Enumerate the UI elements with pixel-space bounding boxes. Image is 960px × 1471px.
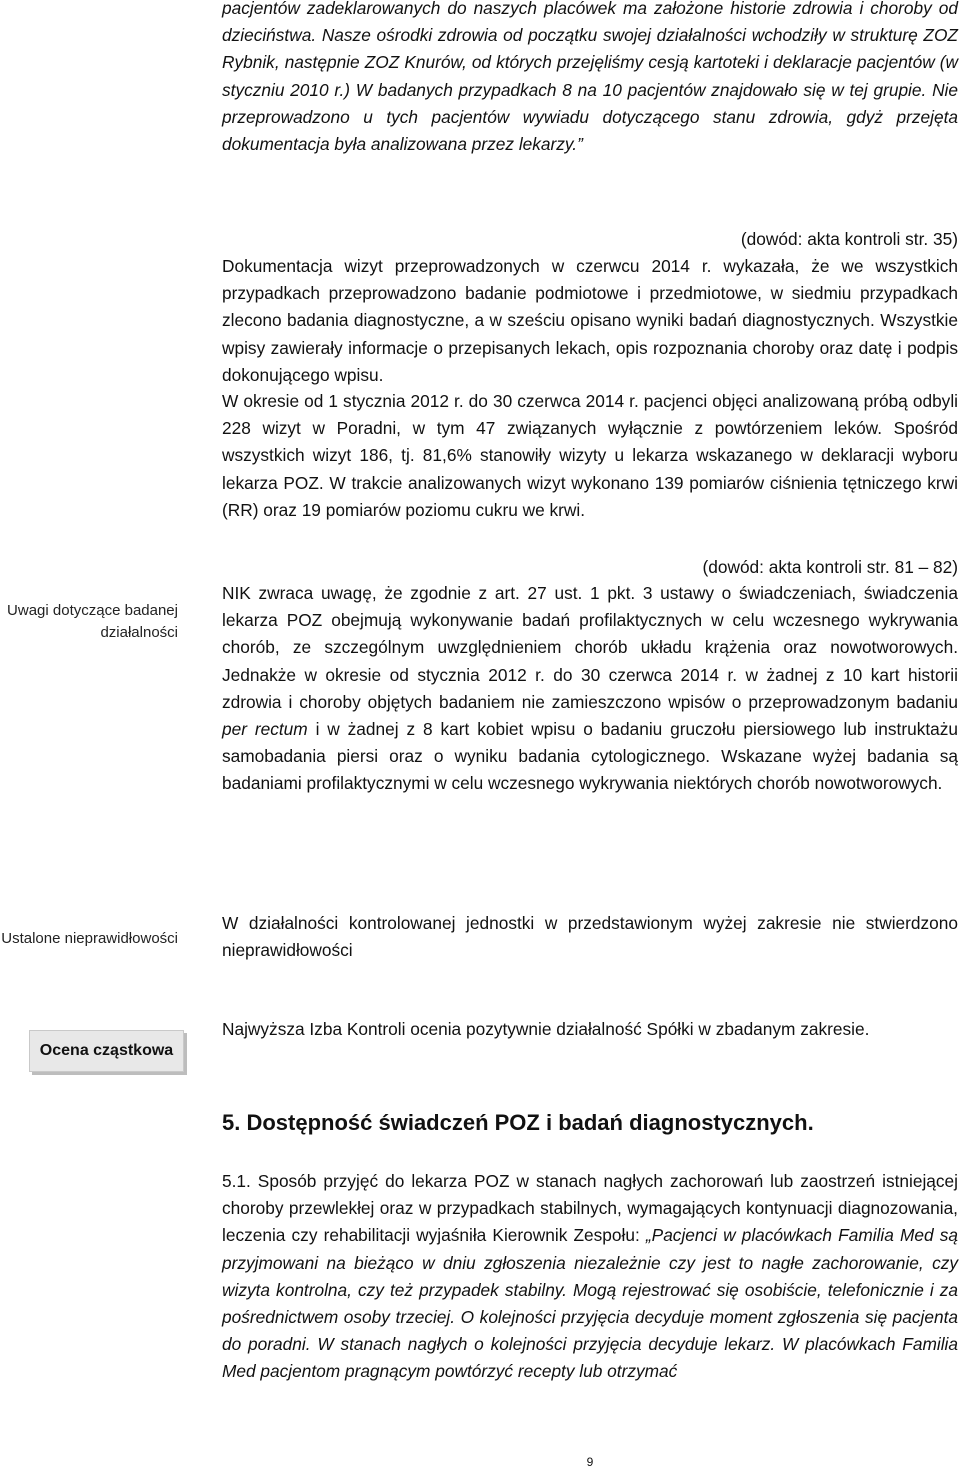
- paragraph-text: Dokumentacja wizyt przeprowadzonych w czerwcu 2014 r. wykazała, że we wszystkich przypadkach przeprowadzono badanie podmiotowe i przedmiotowe, w siedmiu przypadkach zlecono badania diagnostyczne, a w sześciu opisano wyniki badań diagnostycznych. Wszystkie wpisy zawierały informacje o przepisanych lekach, opis rozpoznania choroby oraz datę i podpis dokonującego wpisu.: [222, 256, 958, 385]
- paragraph-text: W działalności kontrolowanej jednostki w przedstawionym wyżej zakresie nie stwierdzono nieprawidłowości: [222, 913, 958, 961]
- side-label-text: Ustalone nieprawidłowości: [1, 930, 178, 947]
- paragraph-visits: [222, 388, 958, 524]
- side-label-remarks: [0, 600, 178, 644]
- side-label-text: Uwagi dotyczące badanej działalności: [7, 602, 178, 641]
- text-run-italic: per rectum: [222, 719, 308, 740]
- section-heading: [222, 1110, 814, 1136]
- side-label-irregularities: [0, 928, 178, 950]
- evidence-text: (dowód: akta kontroli str. 81 – 82): [702, 557, 958, 577]
- paragraph-text: [222, 580, 958, 798]
- heading-text: 5. Dostępność świadczeń POZ i badań diagnostycznych.: [222, 1110, 814, 1135]
- quote-block: [222, 0, 958, 158]
- evidence-note-2: [222, 554, 958, 581]
- paragraph-text: Najwyższa Izba Kontroli ocenia pozytywnie działalność Spółki w zbadanym zakresie.: [222, 1019, 870, 1039]
- paragraph-text: W okresie od 1 stycznia 2012 r. do 30 czerwca 2014 r. pacjenci objęci analizowaną próbą odbyli 228 wizyt w Poradni, w tym 47 związanych wyłącznie z powtórzeniem leków. Spośród wszystkich wizyt 186, tj. 81,6% stanowiły wizyty u lekarza wskazanego w deklaracji wyboru lekarza POZ. W trakcie analizowanych wizyt wykonano 139 pomiarów ciśnienia tętniczego krwi (RR) oraz 19 pomiarów poziomu cukru we krwi.: [222, 391, 958, 520]
- paragraph-documentation: [222, 253, 958, 389]
- paragraph-nik-remarks: [222, 580, 958, 798]
- section-number: 5.1.: [222, 1171, 251, 1191]
- text-run: i w żadnej z 8 kart kobiet wpisu o badaniu gruczołu piersiowego lub instruktażu samobadania piersi oraz o wyniku badania cytologicznego. Wskazane wyżej badania są badaniami profilaktycznymi w celu wczesnego wykrywania niektórych chorób nowotworowych.: [222, 719, 958, 794]
- evidence-note-1: [222, 226, 958, 253]
- text-run: NIK zwraca uwagę, że zgodnie z art. 27 ust. 1 pkt. 3 ustawy o świadczeniach, świadczenia lekarza POZ obejmują wykonywanie badań profilaktycznych w celu wczesnego wykrywania chorób, ze szczególnym uwzględnieniem chorób układu krążenia oraz nowotworowych. Jednakże w okresie od stycznia 2012 r. do 30 czerwca 2014 r. w żadnej z 10 kart historii zdrowia i choroby objętych badaniem nie zamieszczono wpisów o przeprowadzonym badaniu: [222, 583, 958, 712]
- text-run: Sposób przyjęć do lekarza POZ w stanach nagłych zachorowań lub zaostrzeń istniejącej choroby przewlekłej oraz w przypadkach stabilnych, wymagających kontynuacji diagnozowania, leczenia czy rehabilitacji wyjaśniła Kierownik Zespołu:: [222, 1171, 958, 1246]
- paragraph-irregularities: [222, 910, 958, 964]
- quote-text: pacjentów zadeklarowanych do naszych placówek ma założone historie zdrowia i choroby od dzieciństwa. Nasze ośrodki zdrowia od początku swojej działalności wchodziły w strukturę ZOZ Rybnik, następnie ZOZ Knurów, od których przejęliśmy cesją kartoteki i deklaracje pacjentów (w styczniu 2010 r.) W badanych przypadkach 8 na 10 pacjentów znajdowało się w tej grupie. Nie przeprowadzono u tych pacjentów wywiadu dotyczącego stanu zdrowia, gdyż przejęta dokumentacja była analizowana przez lekarzy.”: [222, 0, 958, 155]
- text-run-italic: „Pacjenci w placówkach Familia Med są przyjmowani na bieżąco w dniu zgłoszenia niezależnie czy jest to nagłe zachorowanie, czy wizyta kontrolna, czy też przypadek stabilny. Mogą rejestrować się osobiście, telefonicznie i za pośrednictwem osoby trzeciej. O kolejności przyjęcia decyduje moment zgłoszenia się pacjenta do poradni. W stanach nagłych o kolejności przyjęcia decyduje lekarz. W placówkach Familia Med pacjentom pragnącym powtórzyć recepty lub otrzymać: [222, 1225, 958, 1382]
- box-label: Ocena cząstkowa: [39, 1042, 174, 1059]
- paragraph-assessment: [222, 1016, 958, 1043]
- paragraph-text: [222, 1168, 958, 1386]
- evidence-text: (dowód: akta kontroli str. 35): [740, 229, 958, 249]
- page-number-text: 9: [586, 1455, 594, 1469]
- partial-assessment-box: [29, 1030, 184, 1072]
- page-number: [0, 1455, 960, 1469]
- paragraph-section-5-1: [222, 1168, 958, 1386]
